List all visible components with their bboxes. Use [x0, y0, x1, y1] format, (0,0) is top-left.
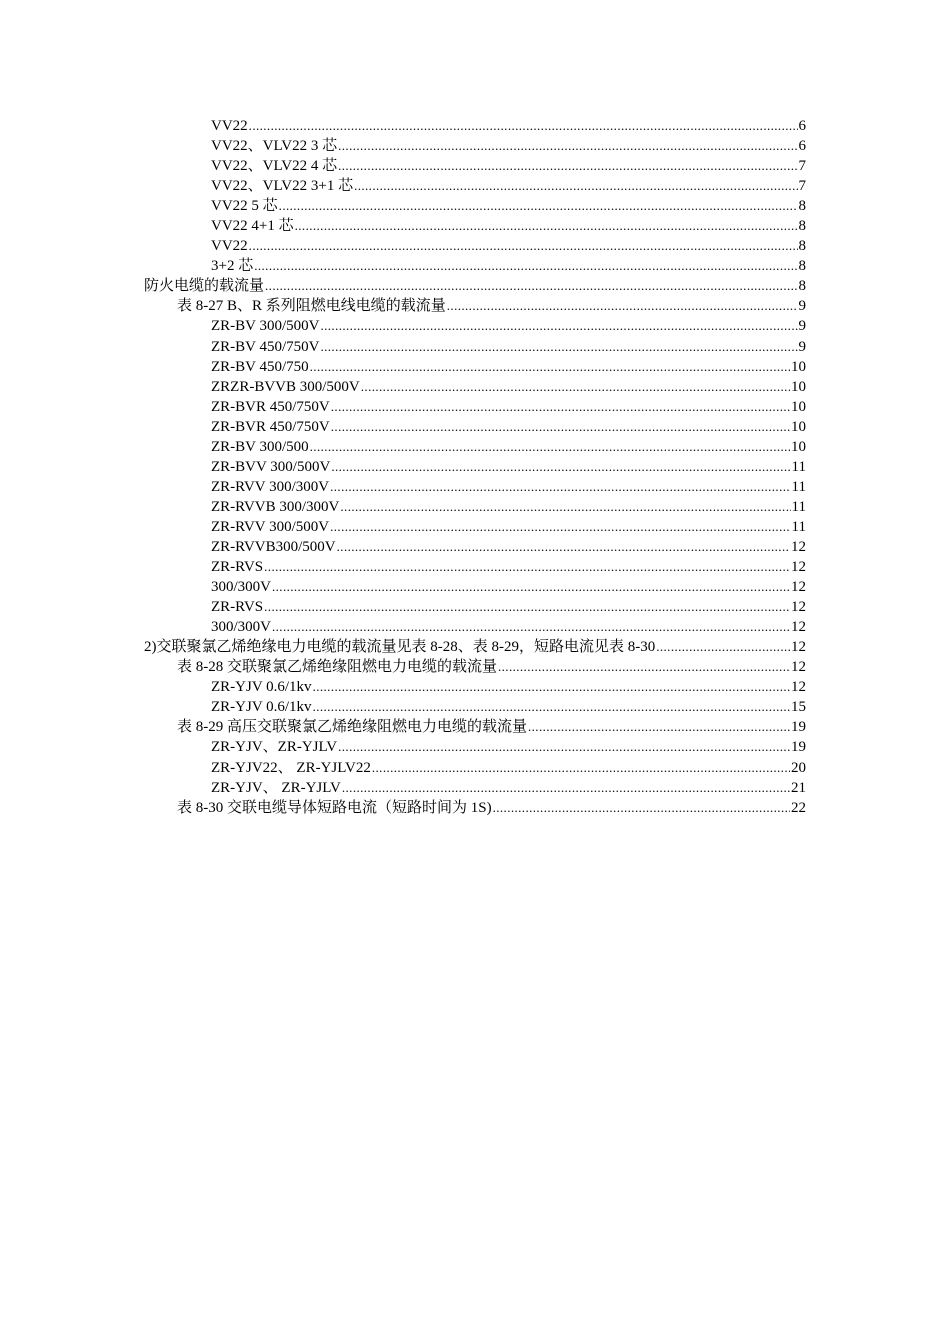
dot-leader	[340, 497, 790, 517]
toc-entry[interactable]	[177, 798, 806, 818]
toc-entry-title: ZR-RVVB300/500V	[211, 538, 336, 555]
toc-entry-title: ZR-BV 300/500	[211, 438, 309, 455]
toc-entry-title: VV22、VLV22 3+1 芯	[211, 178, 354, 195]
toc-entry[interactable]	[211, 577, 806, 597]
toc-entry[interactable]	[211, 136, 806, 156]
toc-entry-page-number: 10	[791, 418, 806, 435]
toc-entry-title: ZR-BV 450/750V	[211, 338, 320, 355]
toc-entry-title: ZR-RVV 300/500V	[211, 518, 330, 535]
toc-entry-title: ZR-BV 300/500V	[211, 318, 320, 335]
toc-entry-title: ZR-BV 450/750	[211, 358, 309, 375]
toc-entry-title: ZR-YJV22、 ZR-YJLV22	[211, 759, 371, 776]
toc-entry-title: 表 8-28 交联聚氯乙烯绝缘阻燃电力电缆的载流量	[177, 659, 497, 676]
toc-entry-title: 表 8-30 交联电缆导体短路电流（短路时间为 1S)	[177, 799, 492, 816]
dot-leader	[338, 737, 790, 757]
toc-entry-page-number: 9	[798, 298, 806, 315]
toc-entry-page-number: 22	[791, 799, 806, 816]
toc-entry-page-number: 21	[791, 779, 806, 796]
toc-entry-title: 表 8-29 高压交联聚氯乙烯绝缘阻燃电力电缆的载流量	[177, 719, 527, 736]
toc-entry-title: ZR-RVVB 300/300V	[211, 498, 340, 515]
dot-leader	[320, 337, 797, 357]
dot-leader	[254, 256, 797, 276]
toc-entry[interactable]	[211, 737, 806, 757]
dot-leader	[272, 617, 790, 637]
toc-entry-title: 防火电缆的载流量	[144, 278, 265, 295]
toc-entry[interactable]	[211, 236, 806, 256]
toc-entry-page-number: 11	[791, 518, 806, 535]
toc-entry-page-number: 8	[798, 218, 806, 235]
dot-leader	[331, 397, 790, 417]
dot-leader	[656, 637, 790, 657]
toc-entry[interactable]	[211, 176, 806, 196]
toc-entry-page-number: 7	[798, 178, 806, 195]
table-of-contents	[0, 116, 950, 818]
toc-entry-title: VV22	[211, 118, 248, 134]
toc-entry[interactable]	[211, 597, 806, 617]
toc-entry[interactable]	[177, 657, 806, 677]
toc-entry[interactable]	[211, 156, 806, 176]
toc-entry[interactable]	[211, 377, 806, 397]
toc-entry[interactable]	[211, 437, 806, 457]
dot-leader	[249, 236, 798, 256]
toc-entry[interactable]	[211, 397, 806, 417]
toc-entry[interactable]	[144, 276, 806, 296]
toc-entry-page-number: 10	[791, 378, 806, 395]
toc-entry-title: ZR-YJV 0.6/1kv	[211, 699, 312, 716]
toc-entry-page-number: 11	[791, 458, 806, 475]
toc-entry-page-number: 12	[791, 679, 806, 696]
dot-leader	[265, 276, 797, 296]
toc-entry[interactable]	[144, 637, 806, 657]
dot-leader	[264, 597, 790, 617]
toc-entry-page-number: 12	[791, 599, 806, 616]
toc-entry[interactable]	[211, 417, 806, 437]
toc-entry-title: VV22 5 芯	[211, 198, 278, 215]
toc-entry[interactable]	[211, 316, 806, 336]
dot-leader	[372, 758, 790, 778]
dot-leader	[272, 577, 790, 597]
toc-entry-title: ZR-RVV 300/300V	[211, 478, 330, 495]
dot-leader	[338, 156, 797, 176]
dot-leader	[338, 136, 797, 156]
toc-entry[interactable]	[211, 758, 806, 778]
dot-leader	[313, 677, 790, 697]
toc-entry-page-number: 9	[798, 338, 806, 355]
toc-entry-page-number: 19	[791, 739, 806, 756]
dot-leader	[264, 557, 790, 577]
toc-entry-page-number: 11	[791, 478, 806, 495]
dot-leader	[249, 116, 798, 136]
toc-entry-title: ZR-YJV 0.6/1kv	[211, 679, 312, 696]
dot-leader	[331, 417, 790, 437]
toc-entry-title: ZR-YJV、 ZR-YJLV	[211, 779, 341, 796]
toc-entry[interactable]	[211, 196, 806, 216]
toc-entry[interactable]	[211, 677, 806, 697]
toc-entry-title: 300/300V	[211, 579, 271, 596]
toc-entry-page-number: 8	[798, 278, 806, 295]
toc-entry-page-number: 15	[791, 699, 806, 716]
toc-entry-title: ZR-BVV 300/500V	[211, 458, 331, 475]
toc-entry-page-number: 6	[798, 138, 806, 155]
dot-leader	[295, 216, 798, 236]
toc-entry[interactable]	[177, 717, 806, 737]
toc-entry[interactable]	[211, 697, 806, 717]
toc-entry-page-number: 11	[791, 498, 806, 515]
dot-leader	[337, 537, 790, 557]
dot-leader	[354, 176, 797, 196]
dot-leader	[528, 717, 790, 737]
toc-entry-page-number: 6	[798, 118, 806, 134]
dot-leader	[313, 697, 790, 717]
dot-leader	[361, 377, 790, 397]
toc-entry[interactable]	[211, 557, 806, 577]
toc-entry-page-number: 12	[791, 639, 806, 656]
toc-entry-page-number: 10	[791, 358, 806, 375]
toc-entry[interactable]	[211, 497, 806, 517]
toc-entry[interactable]	[211, 457, 806, 477]
toc-entry-page-number: 12	[791, 538, 806, 555]
toc-entry[interactable]	[211, 617, 806, 637]
dot-leader	[279, 196, 798, 216]
toc-entry-title: VV22、VLV22 3 芯	[211, 138, 338, 155]
toc-entry-title: 3+2 芯	[211, 258, 254, 275]
toc-entry-title: ZR-BVR 450/750V	[211, 398, 330, 415]
toc-entry-page-number: 8	[798, 258, 806, 275]
dot-leader	[320, 316, 797, 336]
toc-entry-title: ZR-RVS	[211, 599, 264, 616]
toc-entry-page-number: 19	[791, 719, 806, 736]
toc-entry[interactable]	[211, 216, 806, 236]
toc-entry-title: 表 8-27 B、R 系列阻燃电线电缆的载流量	[177, 298, 446, 315]
dot-leader	[310, 357, 790, 377]
toc-entry-page-number: 12	[791, 579, 806, 596]
toc-entry-page-number: 10	[791, 438, 806, 455]
toc-entry-page-number: 8	[798, 198, 806, 215]
dot-leader	[342, 778, 790, 798]
toc-entry-title: 300/300V	[211, 619, 271, 636]
toc-entry[interactable]	[211, 477, 806, 497]
toc-entry-page-number: 20	[791, 759, 806, 776]
toc-entry-title: ZR-RVS	[211, 559, 264, 576]
dot-leader	[493, 798, 790, 818]
toc-entry-page-number: 12	[791, 659, 806, 676]
toc-entry-title: VV22	[211, 238, 248, 255]
toc-entry-title: ZR-BVR 450/750V	[211, 418, 330, 435]
toc-entry-page-number: 8	[798, 238, 806, 255]
dot-leader	[330, 517, 790, 537]
toc-entry-page-number: 10	[791, 398, 806, 415]
toc-entry[interactable]	[211, 256, 806, 276]
toc-entry-title: 2)交联聚氯乙烯绝缘电力电缆的载流量见表 8-28、表 8-29，短路电流见表 8-30	[144, 639, 656, 656]
dot-leader	[331, 457, 790, 477]
toc-entry[interactable]	[177, 296, 806, 316]
toc-entry[interactable]	[211, 116, 806, 136]
dot-leader	[447, 296, 798, 316]
toc-entry-page-number: 12	[791, 559, 806, 576]
toc-entry[interactable]	[211, 537, 806, 557]
toc-entry-page-number: 7	[798, 158, 806, 175]
dot-leader	[498, 657, 790, 677]
toc-entry-page-number: 12	[791, 619, 806, 636]
toc-entry[interactable]	[211, 337, 806, 357]
toc-entry[interactable]	[211, 517, 806, 537]
dot-leader	[310, 437, 790, 457]
toc-entry-title: ZR-YJV、ZR-YJLV	[211, 739, 338, 756]
toc-entry-title: VV22 4+1 芯	[211, 218, 294, 235]
toc-entry-title: ZRZR-BVVB 300/500V	[211, 378, 360, 395]
toc-entry-page-number: 9	[798, 318, 806, 335]
toc-entry[interactable]	[211, 357, 806, 377]
toc-entry[interactable]	[211, 778, 806, 798]
toc-entry-title: VV22、VLV22 4 芯	[211, 158, 338, 175]
dot-leader	[330, 477, 790, 497]
